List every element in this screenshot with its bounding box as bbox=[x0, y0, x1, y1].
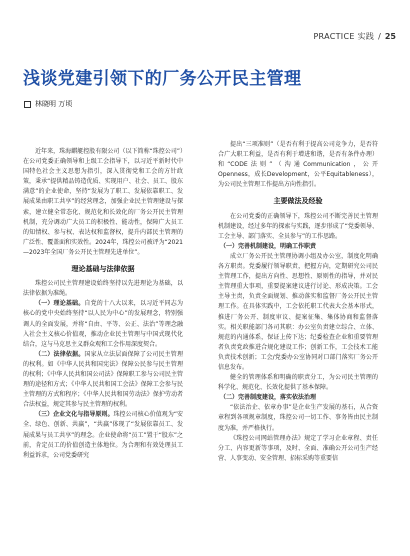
intro-paragraph: 近年来，珠海麒艇控股有限公司（以下简称“珠控公司”）在公司党委正确领导和上级工会指导下，以习近平新时代中国特色社会主义思想为指引，深入贯彻党和工会的方针政策，秉承“提供精品铸造优质、实现用户、社会、员工、股东满意”的企业使命，坚持“发展为了职工、发展依靠职工、发展成果由职工共享”的经营理念，加强企业民主管理建设与探索，建立健全常态化、规范化和长效化的厂务公开民主管理机制，充分调动广大员工的积极性、能动性，保障广大员工的知情权、参与权、表达权和监督权，提升内部民主管理的广泛性、覆盖面和实效性。2024年，珠控公司被评为“2021—2023年全国厂务公开民主管理先进单位”。 bbox=[23, 148, 183, 256]
paragraph: 《珠控公司网站管理办法》规定了学习企业章程、责任分工、内容更新等事项，及时、全面、准确公开公司生产经营、人事变动、安全管理、招标采购等重要信 bbox=[218, 434, 378, 462]
subheading-theory: （一）理论基础。 bbox=[35, 300, 85, 308]
paragraph: 珠控公司民主管理建设始终坚持以先进理论为基础，以法律依据为准绳。 bbox=[23, 280, 183, 298]
section-heading-theory: 理论基础与法律依据 bbox=[71, 265, 135, 274]
page-number: 25 bbox=[384, 32, 396, 41]
paragraph: “依法治企、依章办事”是企业生产发展的基石，从合资章程到各项规章制度，珠控公司一切工作、事务皆由民主制度为准，并严格执行。 bbox=[218, 404, 378, 432]
author-marker-icon bbox=[24, 101, 31, 108]
subheading-culture: （三）企业文化与指导原则。 bbox=[35, 411, 114, 419]
header-separator: / bbox=[378, 32, 381, 41]
culture-text: 珠控公司核心价值观为“安全、绿色、创新、共赢”，“共赢”体现了“发展依靠员工、发展成果与员工共享”的理念。企业使命将“员工”置于“股东”之前，肯定员工的价值创造主体地位。为合理和有效处理员工利益诉求，公司党委研究 bbox=[23, 411, 183, 459]
paragraph: 提出“三项准则”（是否有利于提高公司竞争力，是否符合广大职工利益，是否有利于增进和谐，是否有条件办理）和“CODE法则”（沟通Communication，公开Openness，成长Development，公平Equitableness），为公司民主管理工作提出方向性指引。 bbox=[218, 141, 378, 189]
subheading-system: （二）完善制度建设，落实依法治理 bbox=[220, 394, 317, 402]
law-paragraph bbox=[23, 350, 183, 411]
theory-text: 自党的十八大以来，以习近平同志为核心的党中央始终坚持“以人民为中心”的发展理念，特别强调人的全面发展，并将“自由、平等、公正、法治”等理念融入社会主义核心价值观，推动企业民主管理与中国式现代化结合，这与马克思主义群众观和工会作用深度契合。 bbox=[23, 300, 183, 348]
section-label: PRACTICE 实践 bbox=[313, 32, 375, 41]
author-names: 林晓明 万顷 bbox=[35, 100, 73, 108]
culture-paragraph bbox=[23, 410, 183, 460]
subheading-mechanism: （一）完善机制建设，明确工作职责 bbox=[220, 242, 317, 250]
subheading-law: （二）法律依据。 bbox=[35, 350, 85, 358]
right-column bbox=[218, 140, 378, 464]
theory-paragraph bbox=[23, 299, 183, 349]
law-text: 国家从立法层面保障了公司民主管理的权利。如《中华人民共和国宪法》保障公民参与民主管理的权利；《中华人民共和国公司法》保障职工参与公司民主管理的途径和方式；《中华人民共和国工会法》保障工会参与民主管理的方式和程序；《中华人民共和国劳动法》保护劳动者合法权益，规定其参与民主管理的权利。 bbox=[23, 350, 183, 409]
paragraph: 成立厂务公开民主管理协调小组及办公室，制度化明确各方职责。党委履行领导职责，把握方向，定期研究公司民主管理工作，提出方向性、思想性、原则性的指导，并对民主管理重大事项，重要提案建议进行讨论、形成决策。工会主导主责，负责全面规划、推动落实和监督厂务公开民主管理工作。在具体实践中，工会依托职工代表大会基本形式，推进厂务公开、制度审议、提案征集、集体协商和监督落实。相关职能部门各司其职：办公室负责建立综合、立体、规范的内通体系，保证上传下达；纪委检查企业和重要管理者负责党政推进合规化建设工作；创新工作，工会技术工能负责技术创新；工会/党委办公室协同对口部门落实厂务公开信息发布。 bbox=[218, 252, 378, 371]
section-heading-practice: 主要做法及经验 bbox=[273, 197, 323, 206]
article-authors bbox=[24, 99, 72, 109]
left-column bbox=[23, 147, 183, 461]
page-header bbox=[313, 31, 396, 42]
paragraph: 在公司党委的正确领导下，珠控公司不断完善民主管理机制建设，经过多年的探索与实践，逐步形成了“党委领导、工会主导、部门落实、全员参与”的工作思路。 bbox=[218, 212, 378, 240]
paragraph: 健全的管理体系和明确的职责分工，为公司民主管理的科学化、规范化、长效化提供了基本保障。 bbox=[218, 374, 378, 392]
article-title: 浅谈党建引领下的厂务公开民主管理 bbox=[23, 69, 302, 89]
